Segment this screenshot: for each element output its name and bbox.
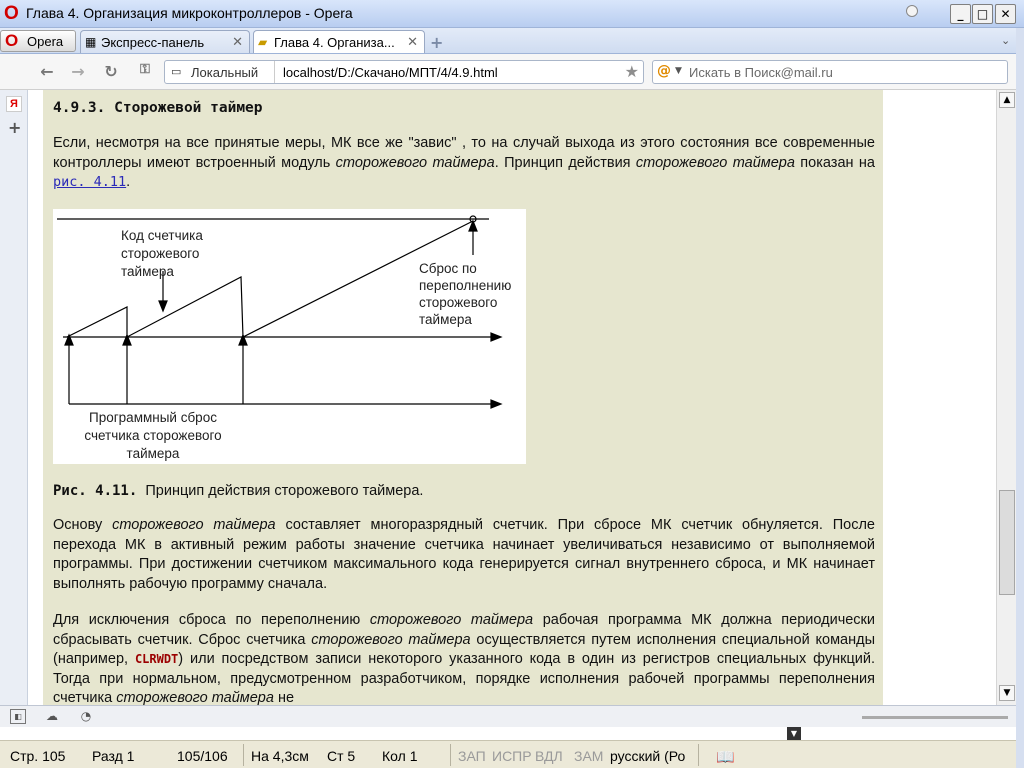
command-code: CLRWDT [134,652,179,667]
label-counter-line-1: Код счетчика [121,228,203,243]
close-tab-icon[interactable]: ✕ [232,34,243,49]
url-text[interactable]: localhost/D:/Скачано/МПТ/4/4.9.html [283,65,498,80]
page-icon: ▰ [258,35,268,49]
status-page-count: 105/106 [177,748,228,764]
dropdown-arrow-icon[interactable]: ▼ [787,727,801,740]
status-language[interactable]: русский (Ро [610,748,686,764]
label-reset-line-1: Сброс по [419,261,477,276]
yandex-icon[interactable]: Я [6,96,22,112]
label-reset-line-2: переполнению [419,278,512,293]
grid-icon: ▦ [85,35,97,49]
bookmark-star-icon[interactable]: ★ [624,62,639,81]
maximize-button[interactable]: □ [972,4,993,24]
window-title: Глава 4. Организация микроконтроллеров - Opera [26,5,353,21]
navigation-bar [0,54,1024,90]
tab-list-chevron-icon[interactable]: ⌄ [1001,34,1011,47]
side-panel [0,90,28,705]
tab-chapter-4[interactable] [253,30,425,53]
figure-caption: Рис. 4.11. Принцип действия сторожевого таймера. [53,483,424,499]
new-tab-button[interactable]: + [430,33,444,52]
status-separator [698,744,699,766]
add-panel-icon[interactable]: + [8,118,22,137]
paragraph-reset: Для исключения сброса по переполнению сторожевого таймера рабочая программа МК должна периодически сбрасывать счетчик. Сброс счетчика сторожевого таймера осуществляется путем исполнения специальной команды (например, CLRWDT) или посредством записи некоторого указанного кода в один из регистров специальных функций. Тогда при нормальном, предусмотренном разработчиком, порядке исполнения рабочей программы переполнения счетчика сторожевого таймера не [53,612,876,705]
status-overtype[interactable]: ЗАМ [574,748,604,764]
close-button[interactable]: ✕ [995,4,1016,24]
scrollbar-thumb[interactable] [999,490,1015,595]
opera-menu-label: Opera [27,34,64,49]
search-field[interactable] [652,60,1008,84]
wand-key-icon[interactable]: ⚿ [140,62,150,77]
status-record-macro[interactable]: ЗАП [458,748,486,764]
label-reset-line-3: сторожевого [419,295,498,310]
turbo-gauge-icon[interactable]: ◔ [80,709,92,723]
address-field[interactable] [164,60,644,84]
browser-status-bar [0,705,1016,727]
window-title-bar [0,0,1024,28]
document-content [43,90,883,705]
label-counter-line-3: таймера [121,264,174,279]
word-status-bar [0,740,1016,768]
status-separator [450,744,451,766]
watchdog-timer-diagram [53,209,526,464]
forward-button[interactable]: → [71,62,85,81]
tab-bar [0,28,1024,54]
site-scope-label: Локальный [191,65,259,80]
status-track-changes[interactable]: ИСПР [492,748,532,764]
status-line: Ст 5 [327,748,356,764]
tab-express-panel[interactable] [80,30,250,53]
chevron-down-icon[interactable]: ▼ [675,66,682,76]
search-placeholder[interactable]: Искать в Поиск@mail.ru [689,65,833,80]
section-heading: 4.9.3. Сторожевой таймер [53,100,263,116]
close-tab-icon[interactable]: ✕ [407,34,418,49]
spelling-check-book-icon[interactable]: 📖 [716,749,735,766]
label-program-line-3: таймера [126,446,180,461]
paragraph-intro: Если, несмотря на все принятые меры, МК все же "завис" , то на случай выхода из этого состояния все современные контроллеры имеют встроенный модуль сторожевого таймера. Принцип действия сторожевого таймера показан на рис. 4.11. [53,135,875,191]
label-reset-line-4: таймера [419,312,472,327]
status-position: На 4,3см [251,748,309,764]
vertical-scrollbar[interactable] [996,90,1016,705]
page-viewport [28,90,996,705]
reload-button[interactable]: ↻ [104,62,118,81]
search-engine-icon[interactable]: @ [657,63,671,79]
local-page-icon: ▭ [171,66,182,78]
panel-toggle-icon[interactable]: ◧ [10,709,26,724]
status-section: Разд 1 [92,748,135,764]
label-program-line-1: Программный сброс [89,410,217,425]
opera-logo-icon: O [5,31,19,50]
minimize-button[interactable]: _ [950,4,971,24]
opera-logo-icon: O [4,3,19,24]
status-extend[interactable]: ВДЛ [535,748,563,764]
back-button[interactable]: ← [40,62,54,81]
tab-label: Экспресс-панель [101,35,205,50]
window-frame [1016,28,1024,768]
site-info-badge[interactable] [165,61,275,83]
status-separator [243,744,244,766]
opera-menu-button[interactable] [0,30,76,52]
label-counter-line-2: сторожевого [121,246,200,261]
paragraph-counter: Основу сторожевого таймера составляет многоразрядный счетчик. При сбросе МК счетчик обнуляется. После перехода МК в активный режим работы значение счетчика начинает увеличиваться независимо от выполняемой программы. При достижении счетчиком максимального кода генерируется сигнал внутреннего сброса, и МК начинает выполнять рабочую программу сначала. [53,517,875,592]
status-column: Кол 1 [382,748,418,764]
figure-link[interactable]: рис. 4.11 [53,174,127,191]
scroll-up-arrow-icon[interactable]: ▲ [999,92,1015,108]
zoom-slider-thumb[interactable] [906,5,918,17]
status-page: Стр. 105 [10,748,66,764]
scroll-down-arrow-icon[interactable]: ▼ [999,685,1015,701]
tab-label: Глава 4. Организа... [274,35,395,50]
label-program-line-2: счетчика сторожевого [84,428,222,443]
cloud-icon[interactable]: ☁ [46,709,58,723]
zoom-slider[interactable] [862,716,1008,719]
